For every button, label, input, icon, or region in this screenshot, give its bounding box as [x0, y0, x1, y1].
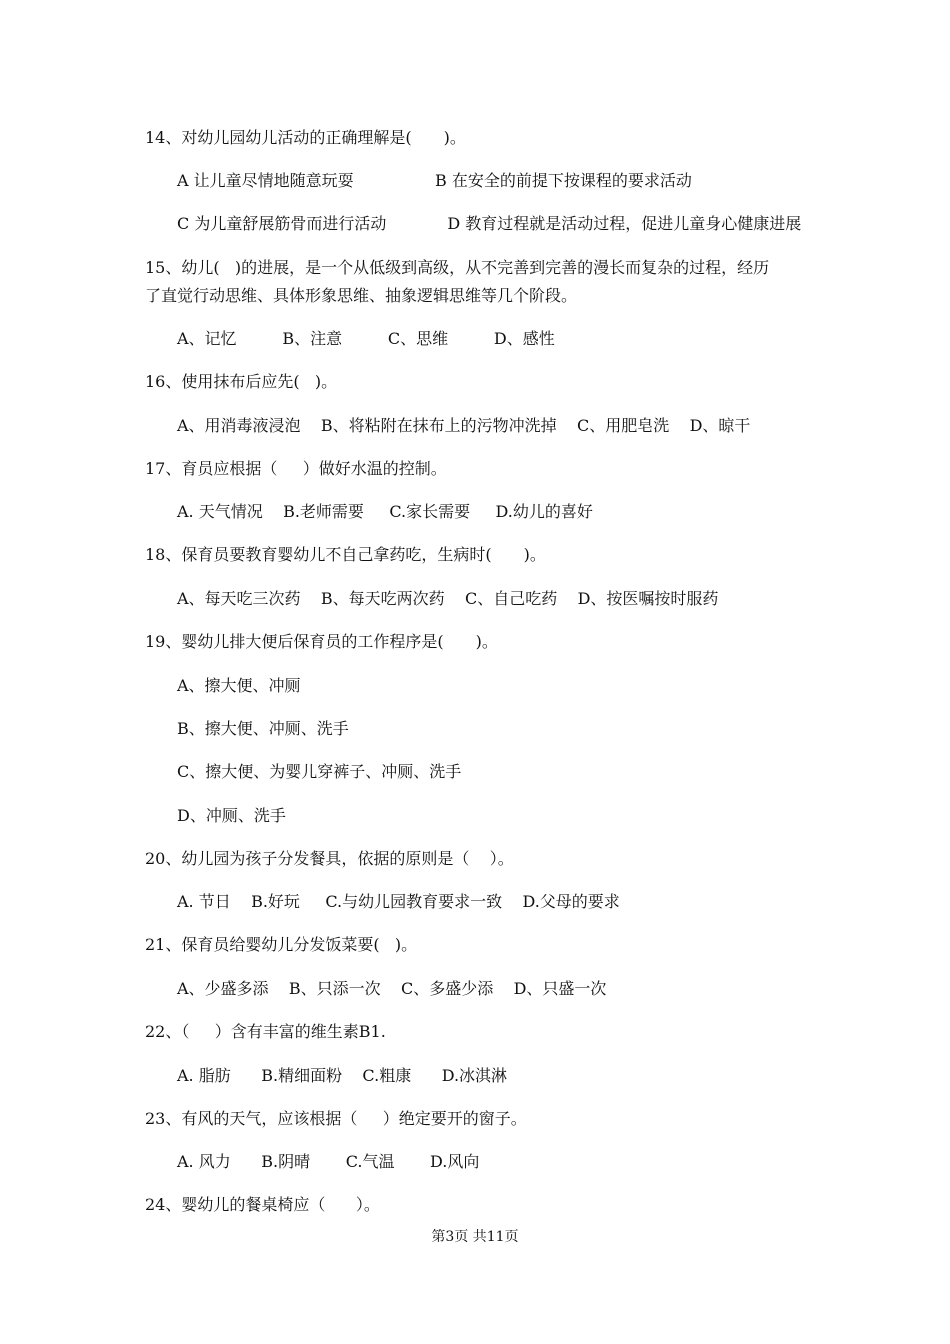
option-row: C 为儿童舒展筋骨而进行活动 D 教育过程就是活动过程，促进儿童身心健康进展 [177, 214, 802, 233]
option-row: A、擦大便、冲厕 [177, 676, 301, 695]
question-stem: 15、幼儿( )的进展，是一个从低级到高级，从不完善到完善的漫长而复杂的过程，经历 [145, 258, 770, 277]
question-stem: 22、（ ）含有丰富的维生素B1. [145, 1022, 386, 1041]
option-row: C、擦大便、为婴儿穿裤子、冲厕、洗手 [177, 762, 462, 781]
page-footer: 第3页 共11页 [431, 1229, 519, 1245]
question-stem: 20、幼儿园为孩子分发餐具，依据的原则是（ ）。 [145, 849, 514, 868]
question-stem: 19、婴幼儿排大便后保育员的工作程序是( )。 [145, 632, 498, 651]
option-row: B、擦大便、冲厕、洗手 [177, 719, 349, 738]
option-row: A. 风力 B.阴晴 C.气温 D.风向 [177, 1152, 480, 1171]
option-row: A. 天气情况 B.老师需要 C.家长需要 D.幼儿的喜好 [177, 502, 593, 521]
option-row: A、用消毒液浸泡 B、将粘附在抹布上的污物冲洗掉 C、用肥皂洗 D、晾干 [177, 416, 751, 435]
question-stem: 21、保育员给婴幼儿分发饭菜要( )。 [145, 935, 418, 954]
question-stem: 17、育员应根据（ ）做好水温的控制。 [145, 459, 447, 478]
question-stem: 18、保育员要教育婴幼儿不自己拿药吃，生病时( )。 [145, 545, 546, 564]
question-stem: 16、使用抹布后应先( )。 [145, 372, 338, 391]
option-row: A、记忆 B、注意 C、思维 D、感性 [177, 329, 555, 348]
question-stem: 23、有风的天气，应该根据（ ）绝定要开的窗子。 [145, 1109, 527, 1128]
question-stem: 14、对幼儿园幼儿活动的正确理解是( )。 [145, 128, 466, 147]
option-row: A、少盛多添 B、只添一次 C、多盛少添 D、只盛一次 [177, 979, 607, 998]
question-stem: 24、婴幼儿的餐桌椅应（ ）。 [145, 1195, 380, 1214]
option-row: D、冲厕、洗手 [177, 806, 286, 825]
option-row: A 让儿童尽情地随意玩耍 B 在安全的前提下按课程的要求活动 [177, 171, 692, 190]
option-row: A、每天吃三次药 B、每天吃两次药 C、自己吃药 D、按医嘱按时服药 [177, 589, 719, 608]
option-row: A. 脂肪 B.精细面粉 C.粗康 D.冰淇淋 [177, 1066, 508, 1085]
question-stem-continued: 了直觉行动思维、具体形象思维、抽象逻辑思维等几个阶段。 [145, 286, 578, 305]
option-row: A. 节日 B.好玩 C.与幼儿园教育要求一致 D.父母的要求 [177, 892, 620, 911]
